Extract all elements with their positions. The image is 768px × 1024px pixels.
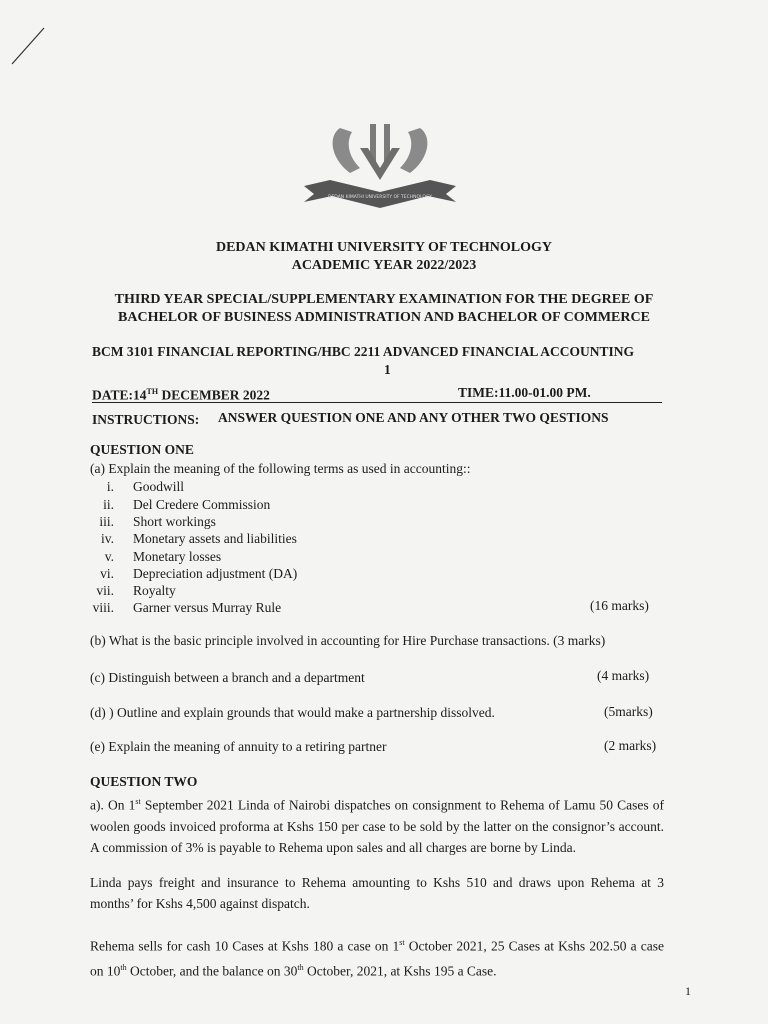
term-number: iv.	[101, 531, 114, 546]
course-title-suffix: 1	[384, 362, 391, 377]
term-number: vii.	[96, 583, 114, 598]
term-text: Royalty	[133, 583, 176, 598]
term-number: viii.	[92, 600, 114, 615]
instructions-text: ANSWER QUESTION ONE AND ANY OTHER TWO QESTIONS	[218, 410, 609, 425]
question-two-title: QUESTION TWO	[90, 774, 198, 789]
question-two-paragraph-2: Linda pays freight and insurance to Rehema amounting to Kshs 510 and draws upon Rehema at 3 months’ for Kshs 4,500 against dispatch.	[90, 875, 664, 911]
exam-title-line-2: BACHELOR OF BUSINESS ADMINISTRATION AND BACHELOR OF COMMERCE	[118, 310, 650, 325]
question-one-part-e: (e) Explain the meaning of annuity to a retiring partner	[90, 739, 387, 754]
exam-date: DATE:14TH DECEMBER 2022	[92, 387, 270, 403]
part-c-marks: (4 marks)	[597, 668, 650, 683]
header-rule	[92, 402, 662, 403]
term-text: Depreciation adjustment (DA)	[133, 566, 298, 581]
question-one-part-d: (d) ) Outline and explain grounds that would make a partnership dissolved.	[90, 705, 495, 720]
page-number: 1	[685, 984, 691, 998]
instructions-label: INSTRUCTIONS:	[92, 412, 200, 427]
university-logo-icon	[300, 118, 460, 213]
term-text: Garner versus Murray Rule	[133, 600, 282, 615]
part-d-marks: (5marks)	[604, 704, 653, 719]
question-one-part-a: (a) Explain the meaning of the following terms as used in accounting::	[90, 461, 471, 476]
university-name: DEDAN KIMATHI UNIVERSITY OF TECHNOLOGY	[215, 240, 553, 255]
term-number: vi.	[100, 566, 114, 581]
term-text: Short workings	[133, 514, 216, 529]
exam-time: TIME:11.00-01.00 PM.	[458, 385, 591, 400]
course-title: BCM 3101 FINANCIAL REPORTING/HBC 2211 ADVANCED FINANCIAL ACCOUNTING	[92, 344, 634, 359]
term-text: Goodwill	[133, 479, 185, 494]
exam-title-line-1: THIRD YEAR SPECIAL/SUPPLEMENTARY EXAMINATION FOR THE DEGREE OF	[114, 292, 654, 307]
part-e-marks: (2 marks)	[604, 738, 657, 753]
question-two-paragraph-3: Rehema sells for cash 10 Cases at Kshs 180 a case on 1st October 2021, 25 Cases at Kshs 202.50 a case on 10th October, and the balance on 30th October, 2021, at Kshs 195 a Case.	[90, 938, 664, 978]
part-a-marks: (16 marks)	[590, 598, 649, 613]
term-number: v.	[104, 549, 114, 564]
term-number: ii.	[103, 497, 114, 512]
term-text: Del Credere Commission	[133, 497, 271, 512]
term-number: iii.	[99, 514, 114, 529]
term-text: Monetary losses	[133, 549, 222, 564]
logo-motto-text: DEDAN KIMATHI UNIVERSITY OF TECHNOLOGY	[328, 195, 432, 200]
term-text: Monetary assets and liabilities	[133, 531, 297, 546]
academic-year: ACADEMIC YEAR 2022/2023	[291, 258, 477, 273]
pen-stroke-mark	[8, 24, 48, 70]
question-one-title: QUESTION ONE	[90, 442, 194, 457]
question-one-part-b: (b) What is the basic principle involved in accounting for Hire Purchase transactions. (3 marks)	[90, 633, 606, 648]
question-two-paragraph-1: a). On 1st September 2021 Linda of Nairobi dispatches on consignment to Rehema of Lamu 50 Cases of woolen goods invoiced proforma at Kshs 150 per case to be sold by the latter on the consignor’s account. A commission of 3% is payable to Rehema upon sales and all charges are borne by Linda.	[90, 797, 664, 855]
question-one-part-c: (c) Distinguish between a branch and a department	[90, 670, 365, 685]
term-number: i.	[106, 479, 114, 494]
